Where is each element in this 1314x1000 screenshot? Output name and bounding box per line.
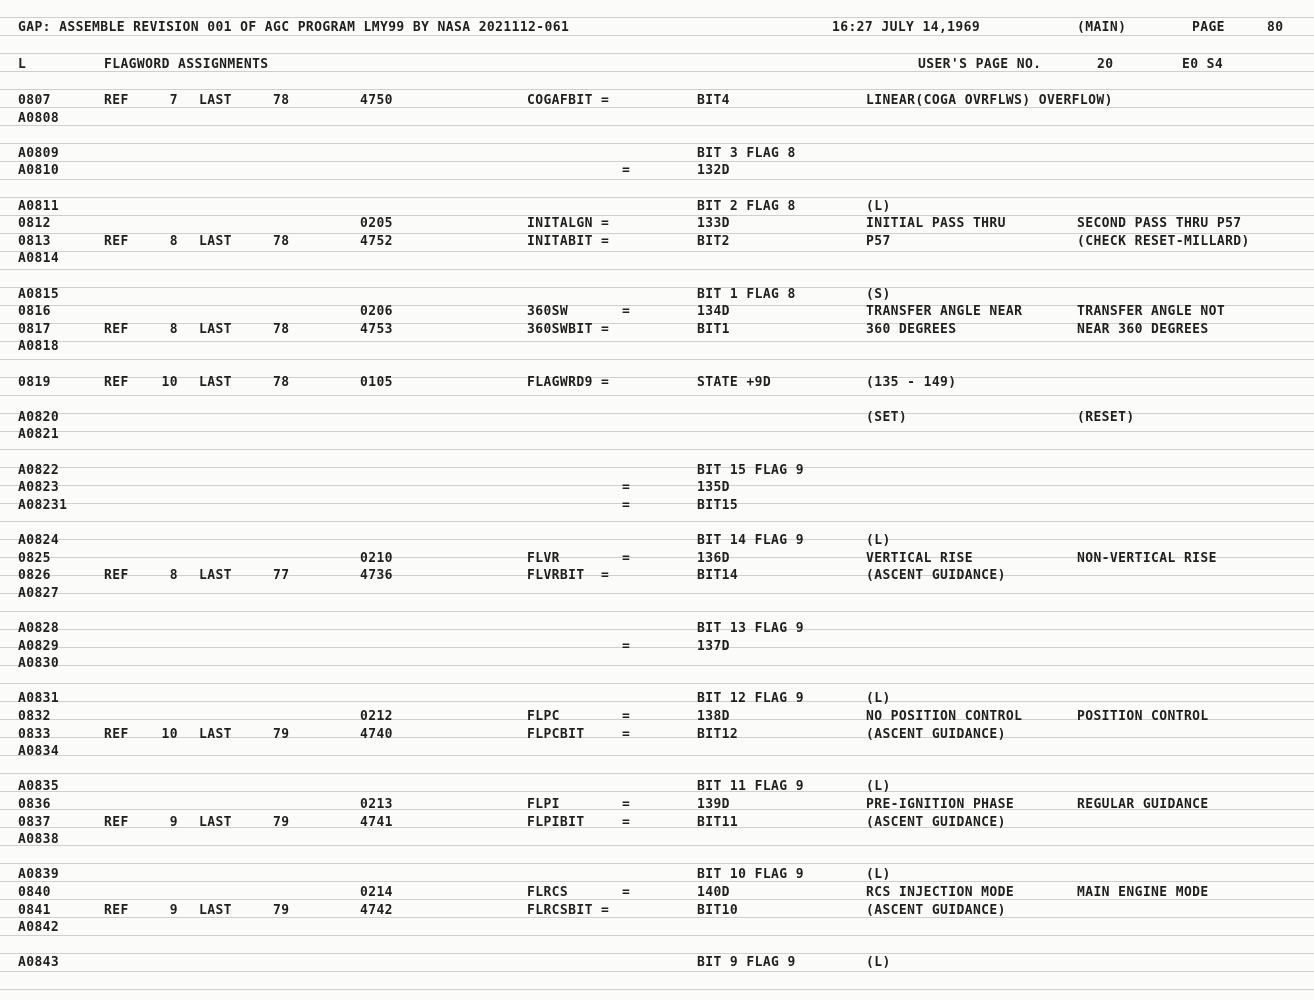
- line-number: 0812: [18, 216, 51, 232]
- comment-set: (L): [866, 955, 891, 971]
- ref-count: 7: [169, 93, 178, 108]
- line-number: 0816: [18, 304, 51, 320]
- listing-line: [0, 603, 1314, 619]
- operand: 140D: [697, 885, 730, 900]
- ref-count: 10: [161, 374, 178, 390]
- last-page: 79: [273, 814, 290, 830]
- listing-line: [0, 111, 1314, 127]
- operand: 136D: [697, 550, 730, 566]
- operator: =: [622, 797, 631, 812]
- comment-reset: SECOND PASS THRU P57: [1077, 216, 1242, 232]
- listing-line: [0, 498, 1314, 514]
- comment-reset: REGULAR GUIDANCE: [1077, 797, 1209, 812]
- line-number: A0820: [18, 409, 60, 425]
- line-number: 0841: [18, 902, 51, 918]
- users-page-label: USER'S PAGE NO.: [918, 57, 1042, 72]
- listing-line: [0, 621, 1314, 637]
- line-number: 0825: [18, 550, 51, 566]
- operand: BIT 10 FLAG 9: [697, 867, 804, 883]
- operand: BIT 1 FLAG 8: [697, 286, 796, 302]
- listing-line: [0, 744, 1314, 760]
- listing-line: [0, 691, 1314, 707]
- comment-set: (135 - 149): [866, 374, 957, 390]
- listing-line: [0, 832, 1314, 848]
- listing-line: [0, 656, 1314, 672]
- listing-line: [0, 287, 1314, 303]
- address: 0105: [360, 374, 393, 390]
- symbol-label: INITABIT =: [527, 233, 610, 249]
- last-label: LAST: [199, 374, 232, 390]
- operand: BIT 13 FLAG 9: [697, 621, 804, 636]
- symbol-label: FLPCBIT: [527, 726, 585, 742]
- listing-marker: L: [18, 57, 27, 72]
- listing-line: [0, 867, 1314, 883]
- line-number: A0822: [18, 462, 60, 478]
- address: 4741: [360, 814, 393, 830]
- operand: BIT 12 FLAG 9: [697, 691, 804, 707]
- ref-label: REF: [104, 233, 129, 249]
- line-number: A0815: [18, 286, 60, 302]
- operand: BIT4: [697, 93, 730, 108]
- comment-set: (SET): [866, 409, 908, 425]
- line-number: A0834: [18, 744, 60, 760]
- operator: =: [622, 550, 631, 566]
- line-number: 0807: [18, 93, 51, 108]
- revision-code: E0 S4: [1182, 57, 1224, 72]
- address: 4742: [360, 902, 393, 918]
- comment-set: VERTICAL RISE: [866, 550, 973, 566]
- address: 4753: [360, 321, 393, 337]
- listing-line: [0, 445, 1314, 461]
- operand: 134D: [697, 304, 730, 320]
- ref-label: REF: [104, 374, 129, 390]
- symbol-label: COGAFBIT =: [527, 93, 610, 108]
- operand: 137D: [697, 638, 730, 654]
- ref-count: 8: [169, 568, 178, 584]
- operand: BIT14: [697, 568, 739, 584]
- listing-line: [0, 955, 1314, 971]
- listing-line: [0, 392, 1314, 408]
- operand: BIT 11 FLAG 9: [697, 779, 804, 795]
- comment-set: (S): [866, 286, 891, 302]
- operand: BIT 3 FLAG 8: [697, 145, 796, 161]
- line-number: A0842: [18, 920, 60, 936]
- address: 0206: [360, 304, 393, 320]
- page-label: PAGE: [1192, 20, 1225, 35]
- comment-reset: NEAR 360 DEGREES: [1077, 321, 1209, 337]
- line-number: 0832: [18, 709, 51, 724]
- symbol-label: 360SW: [527, 304, 569, 320]
- listing-line: [0, 427, 1314, 443]
- listing-line: [0, 322, 1314, 338]
- line-number: A0830: [18, 656, 60, 672]
- operator: =: [622, 726, 631, 742]
- last-page: 78: [273, 233, 290, 249]
- operand: STATE +9D: [697, 374, 772, 390]
- last-label: LAST: [199, 726, 232, 742]
- comment-set: RCS INJECTION MODE: [866, 885, 1015, 900]
- listing-line: [0, 920, 1314, 936]
- listing-line: [0, 181, 1314, 197]
- listing-line: [0, 903, 1314, 919]
- symbol-label: INITALGN =: [527, 216, 610, 232]
- operand: BIT 2 FLAG 8: [697, 198, 796, 214]
- comment-set: 360 DEGREES: [866, 321, 957, 337]
- symbol-label: FLRCS: [527, 885, 569, 900]
- line-number: 0833: [18, 726, 51, 742]
- last-page: 78: [273, 374, 290, 390]
- line-number: 0819: [18, 374, 51, 390]
- listing-line: [0, 93, 1314, 109]
- comment-reset: (CHECK RESET-MILLARD): [1077, 233, 1250, 249]
- comment-reset: MAIN ENGINE MODE: [1077, 885, 1209, 900]
- operand: BIT12: [697, 726, 739, 742]
- section-heading: FLAGWORD ASSIGNMENTS: [104, 57, 269, 72]
- line-number: A08231: [18, 497, 68, 513]
- line-number: 0836: [18, 797, 51, 812]
- comment-reset: NON-VERTICAL RISE: [1077, 550, 1217, 566]
- comment-set: (L): [866, 867, 891, 883]
- listing-line: [0, 304, 1314, 320]
- last-label: LAST: [199, 568, 232, 584]
- address: 0205: [360, 216, 393, 232]
- comment-set: INITIAL PASS THRU: [866, 216, 1006, 232]
- operand: BIT1: [697, 321, 730, 337]
- symbol-label: FLRCSBIT =: [527, 902, 610, 918]
- operand: 133D: [697, 216, 730, 232]
- line-number: A0839: [18, 867, 60, 883]
- listing-line: [0, 797, 1314, 813]
- operator: =: [622, 497, 631, 513]
- last-label: LAST: [199, 814, 232, 830]
- line-number: 0826: [18, 568, 51, 584]
- ref-label: REF: [104, 93, 129, 108]
- address: 4740: [360, 726, 393, 742]
- listing-line: [0, 551, 1314, 567]
- last-page: 79: [273, 902, 290, 918]
- comment-reset: TRANSFER ANGLE NOT: [1077, 304, 1226, 320]
- listing-line: [0, 199, 1314, 215]
- listing-line: [0, 639, 1314, 655]
- listing-line: [0, 568, 1314, 584]
- section-name: (MAIN): [1077, 20, 1127, 35]
- comment-set: LINEAR(COGA OVRFLWS) OVERFLOW): [866, 93, 1113, 108]
- listing-line: [0, 762, 1314, 778]
- ref-label: REF: [104, 321, 129, 337]
- operand: 138D: [697, 709, 730, 724]
- listing-line: [0, 375, 1314, 391]
- operand: BIT 9 FLAG 9: [697, 955, 796, 971]
- operator: =: [622, 163, 631, 179]
- address: 0213: [360, 797, 393, 812]
- symbol-label: FLAGWRD9 =: [527, 374, 610, 390]
- operator: =: [622, 709, 631, 724]
- operand: 135D: [697, 480, 730, 496]
- operator: =: [622, 304, 631, 320]
- address: 4750: [360, 93, 393, 108]
- operand: BIT 15 FLAG 9: [697, 462, 804, 478]
- line-number: A0818: [18, 339, 60, 355]
- line-number: A0831: [18, 691, 60, 707]
- line-number: A0824: [18, 533, 60, 548]
- line-number: 0813: [18, 233, 51, 249]
- header-line-1: [0, 20, 1314, 36]
- symbol-label: 360SWBIT =: [527, 321, 610, 337]
- symbol-label: FLVR: [527, 550, 560, 566]
- ref-label: REF: [104, 726, 129, 742]
- symbol-label: FLVRBIT =: [527, 568, 610, 584]
- listing-line: [0, 533, 1314, 549]
- comment-set: TRANSFER ANGLE NEAR: [866, 304, 1023, 320]
- line-number: A0843: [18, 955, 60, 971]
- operator: =: [622, 480, 631, 496]
- line-number: 0840: [18, 885, 51, 900]
- last-label: LAST: [199, 321, 232, 337]
- ref-label: REF: [104, 568, 129, 584]
- listing-line: [0, 339, 1314, 355]
- comment-set: (ASCENT GUIDANCE): [866, 902, 1006, 918]
- ref-count: 8: [169, 233, 178, 249]
- line-number: A0827: [18, 585, 60, 601]
- address: 0212: [360, 709, 393, 724]
- last-page: 77: [273, 568, 290, 584]
- operand: BIT10: [697, 902, 739, 918]
- comment-set: (ASCENT GUIDANCE): [866, 568, 1006, 584]
- listing-line: [0, 850, 1314, 866]
- ref-count: 9: [169, 814, 178, 830]
- assembly-timestamp: 16:27 JULY 14,1969: [832, 20, 981, 35]
- symbol-label: FLPI: [527, 797, 560, 812]
- listing-line: [0, 251, 1314, 267]
- comment-set: PRE-IGNITION PHASE: [866, 797, 1015, 812]
- comment-reset: POSITION CONTROL: [1077, 709, 1209, 724]
- ref-count: 9: [169, 902, 178, 918]
- line-number: A0835: [18, 779, 60, 795]
- symbol-label: FLPC: [527, 709, 560, 724]
- listing-line: [0, 885, 1314, 901]
- line-number: A0838: [18, 832, 60, 848]
- last-label: LAST: [199, 93, 232, 108]
- comment-set: (L): [866, 779, 891, 795]
- line-number: A0821: [18, 427, 60, 443]
- listing-line: [0, 779, 1314, 795]
- listing-line: [0, 515, 1314, 531]
- line-number: A0809: [18, 145, 60, 161]
- operator: =: [622, 885, 631, 900]
- line-number: A0810: [18, 163, 60, 179]
- line-number: A0829: [18, 638, 60, 654]
- listing-line: [0, 128, 1314, 144]
- listing-line: [0, 480, 1314, 496]
- address: 4736: [360, 568, 393, 584]
- comment-set: (ASCENT GUIDANCE): [866, 814, 1006, 830]
- listing-line: [0, 410, 1314, 426]
- operator: =: [622, 638, 631, 654]
- comment-set: NO POSITION CONTROL: [866, 709, 1023, 724]
- operand: BIT2: [697, 233, 730, 249]
- header-line-2: [0, 57, 1314, 73]
- operator: =: [622, 814, 631, 830]
- line-number: A0828: [18, 621, 60, 636]
- page-number: 80: [1267, 20, 1284, 35]
- last-label: LAST: [199, 233, 232, 249]
- last-label: LAST: [199, 902, 232, 918]
- line-number: 0837: [18, 814, 51, 830]
- symbol-label: FLPIBIT: [527, 814, 585, 830]
- listing-line: [0, 586, 1314, 602]
- listing-line: [0, 727, 1314, 743]
- operand: BIT11: [697, 814, 739, 830]
- ref-label: REF: [104, 814, 129, 830]
- last-page: 78: [273, 321, 290, 337]
- address: 0214: [360, 885, 393, 900]
- listing-line: [0, 357, 1314, 373]
- listing-line: [0, 163, 1314, 179]
- line-number: A0814: [18, 251, 60, 267]
- line-number: 0817: [18, 321, 51, 337]
- comment-set: (L): [866, 533, 891, 548]
- comment-set: (ASCENT GUIDANCE): [866, 726, 1006, 742]
- assembly-title: GAP: ASSEMBLE REVISION 001 OF AGC PROGRAM LMY99 BY NASA 2021112-061: [18, 20, 570, 35]
- users-page-number: 20: [1097, 57, 1114, 72]
- last-page: 78: [273, 93, 290, 108]
- listing-line: [0, 234, 1314, 250]
- ref-count: 10: [161, 726, 178, 742]
- listing-line: [0, 463, 1314, 479]
- operand: BIT15: [697, 497, 739, 513]
- last-page: 79: [273, 726, 290, 742]
- operand: 132D: [697, 163, 730, 179]
- operand: 139D: [697, 797, 730, 812]
- line-number: A0811: [18, 198, 60, 214]
- address: 4752: [360, 233, 393, 249]
- comment-set: (L): [866, 691, 891, 707]
- comment-set: P57: [866, 233, 891, 249]
- address: 0210: [360, 550, 393, 566]
- listing-line: [0, 216, 1314, 232]
- listing-line: [0, 146, 1314, 162]
- listing-line: [0, 674, 1314, 690]
- operand: BIT 14 FLAG 9: [697, 533, 804, 548]
- listing-line: [0, 815, 1314, 831]
- line-number: A0823: [18, 480, 60, 496]
- comment-reset: (RESET): [1077, 409, 1135, 425]
- ref-label: REF: [104, 902, 129, 918]
- line-number: A0808: [18, 110, 60, 126]
- listing-line: [0, 709, 1314, 725]
- listing-line: [0, 269, 1314, 285]
- listing-line: [0, 938, 1314, 954]
- ref-count: 8: [169, 321, 178, 337]
- comment-set: (L): [866, 198, 891, 214]
